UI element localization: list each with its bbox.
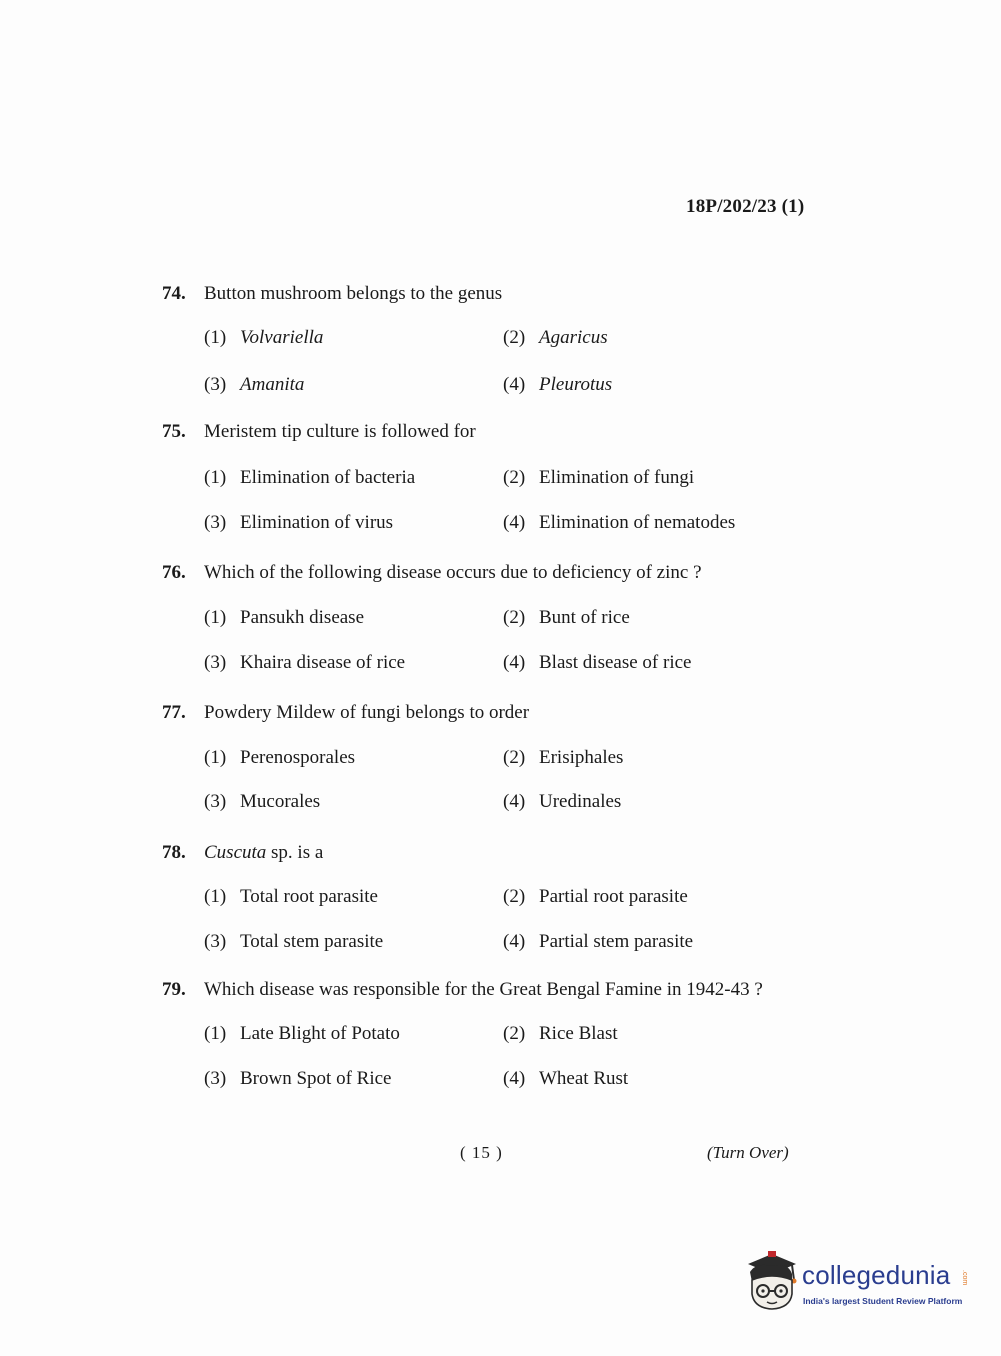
- turn-over-label: (Turn Over): [707, 1143, 789, 1162]
- page-number: ( 15 ): [460, 1143, 503, 1162]
- option-76-4: (4) Blast disease of rice: [503, 652, 692, 673]
- question-78: [162, 842, 323, 864]
- question-77: [162, 702, 529, 724]
- question-text: sp. is a: [266, 842, 324, 863]
- option-79-4: (4) Wheat Rust: [503, 1068, 629, 1089]
- option-74-3: (3) Amanita: [204, 374, 305, 395]
- page-code: 18P/202/23 (1): [686, 196, 805, 217]
- logo-domain-suffix: .com: [961, 1270, 968, 1286]
- option-79-1: (1) Late Blight of Potato: [204, 1023, 400, 1044]
- collegedunia-logo: [742, 1250, 972, 1320]
- option-79-3: (3) Brown Spot of Rice: [204, 1068, 392, 1089]
- question-text-italic: Cuscuta: [204, 842, 267, 863]
- logo-name: collegedunia: [802, 1260, 951, 1290]
- option-74-4: (4) Pleurotus: [503, 374, 613, 395]
- option-78-1: (1) Total root parasite: [204, 886, 378, 907]
- question-text: Which disease was responsible for the Great Bengal Famine in 1942-43 ?: [204, 979, 763, 1000]
- question-text: Which of the following disease occurs due to deficiency of zinc ?: [204, 562, 702, 583]
- question-text: Button mushroom belongs to the genus: [204, 283, 503, 304]
- question-number: 77.: [162, 702, 186, 723]
- question-number: 78.: [162, 842, 186, 863]
- option-75-2: (2) Elimination of fungi: [503, 467, 695, 488]
- option-78-3: (3) Total stem parasite: [204, 931, 384, 952]
- option-76-3: (3) Khaira disease of rice: [204, 652, 406, 673]
- question-number: 79.: [162, 979, 186, 1000]
- question-text: Powdery Mildew of fungi belongs to order: [204, 702, 530, 723]
- option-76-1: (1) Pansukh disease: [204, 607, 365, 628]
- question-75: [162, 421, 476, 443]
- logo-tagline: India's largest Student Review Platform: [803, 1296, 963, 1306]
- option-77-4: (4) Uredinales: [503, 791, 622, 812]
- question-76: [162, 562, 702, 584]
- question-text: Meristem tip culture is followed for: [204, 421, 476, 442]
- question-74: [162, 283, 502, 305]
- option-74-2: (2) Agaricus: [503, 327, 608, 348]
- question-79: [162, 979, 763, 1001]
- option-79-2: (2) Rice Blast: [503, 1023, 618, 1044]
- option-75-1: (1) Elimination of bacteria: [204, 467, 416, 488]
- option-77-3: (3) Mucorales: [204, 791, 321, 812]
- option-77-2: (2) Erisiphales: [503, 747, 624, 768]
- option-75-3: (3) Elimination of virus: [204, 512, 394, 533]
- question-number: 75.: [162, 421, 186, 442]
- mascot-icon: [742, 1250, 802, 1312]
- question-number: 74.: [162, 283, 186, 304]
- option-78-4: (4) Partial stem parasite: [503, 931, 694, 952]
- question-number: 76.: [162, 562, 186, 583]
- option-77-1: (1) Perenosporales: [204, 747, 356, 768]
- option-76-2: (2) Bunt of rice: [503, 607, 630, 628]
- option-74-1: (1) Volvariella: [204, 327, 324, 348]
- option-78-2: (2) Partial root parasite: [503, 886, 688, 907]
- option-75-4: (4) Elimination of nematodes: [503, 512, 736, 533]
